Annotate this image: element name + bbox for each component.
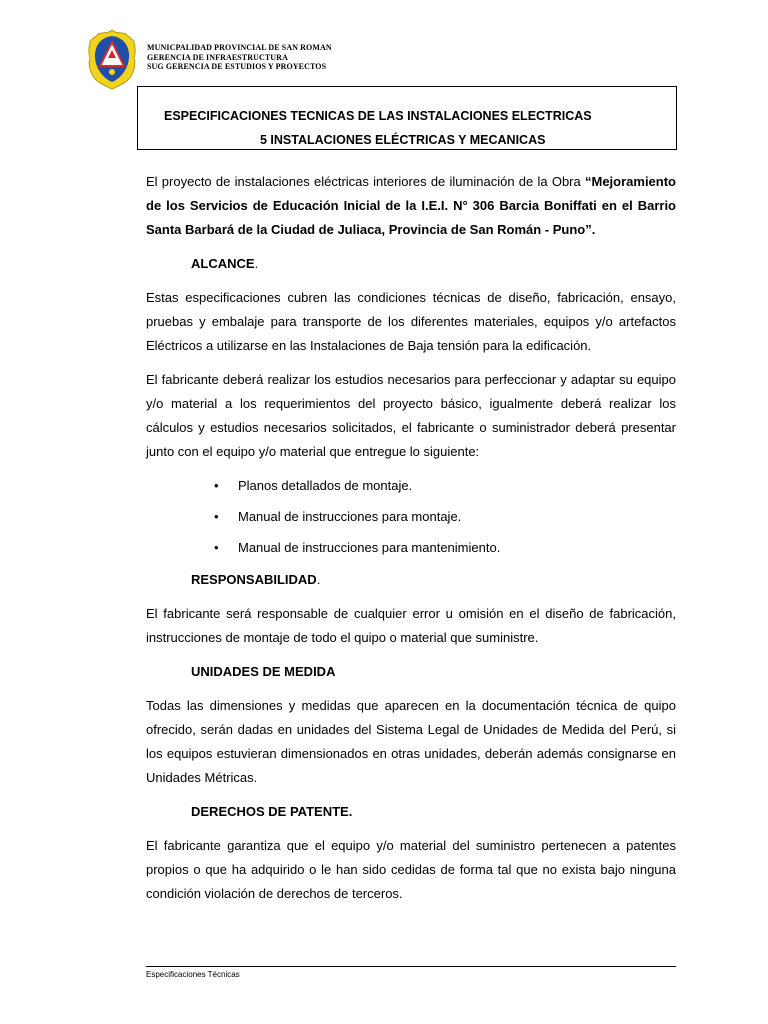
municipality-seal-logo <box>86 28 138 90</box>
patente-paragraph: El fabricante garantiza que el equipo y/o material del suministro pertenecen a patentes propios o que ha adquirido o le han sido cedidas de forma tal que no exista bajo ninguna condición violación de derechos de terceros. <box>146 838 676 901</box>
heading-responsabilidad-text: RESPONSABILIDAD <box>191 572 317 587</box>
alcance-paragraph-2: El fabricante deberá realizar los estudios necesarios para perfeccionar y adaptar su equipo y/o material a los requerimientos del proyecto básico, igualmente deberá realizar los cálculos y estudios necesarios solicitados, el fabricante o suministrador deberá presentar junto con el equipo y/o material que entregue lo siguiente: <box>146 372 676 459</box>
header-line-3: SUG GERENCIA DE ESTUDIOS Y PROYECTOS <box>147 62 327 71</box>
section-title: 5 INSTALACIONES ELÉCTRICAS Y MECANICAS <box>260 133 546 147</box>
heading-patente: DERECHOS DE PATENTE. <box>191 804 353 819</box>
header-line-1: MUNICPALIDAD PROVINCIAL DE SAN ROMAN <box>147 43 332 52</box>
list-item: • Planos detallados de montaje. <box>214 474 676 498</box>
list-item: • Manual de instrucciones para mantenimiento. <box>214 536 676 560</box>
responsabilidad-paragraph: El fabricante será responsable de cualquier error u omisión en el diseño de fabricación, instrucciones de montaje de todo el quipo o material que suministre. <box>146 606 676 645</box>
header-line-2: GERENCIA DE INFRAESTRUCTURA <box>147 52 288 62</box>
deliverables-list <box>146 474 676 560</box>
document-title: ESPECIFICACIONES TECNICAS DE LAS INSTALACIONES ELECTRICAS <box>164 109 592 123</box>
intro-lead: El proyecto de instalaciones eléctricas interiores de iluminación de la Obra <box>146 174 585 189</box>
footer-text: Especificaciones Técnicas <box>146 970 240 979</box>
unidades-paragraph: Todas las dimensiones y medidas que aparecen en la documentación técnica de quipo ofrecido, serán dadas en unidades del Sistema Legal de Unidades de Medida del Perú, si los equipos estuvieran dimensionados en otras unidades, deberán además consignarse en Unidades Métricas. <box>146 698 676 785</box>
intro-paragraph <box>146 170 676 242</box>
document-body <box>146 170 676 916</box>
list-item: • Manual de instrucciones para montaje. <box>214 505 676 529</box>
alcance-paragraph-1: Estas especificaciones cubren las condiciones técnicas de diseño, fabricación, ensayo, pruebas y embalaje para transporte de los diferentes materiales, equipos y/o artefactos Eléctricos a utilizarse en las Instalaciones de Baja tensión para la edificación. <box>146 290 676 353</box>
title-box <box>137 86 677 150</box>
heading-unidades: UNIDADES DE MEDIDA <box>191 664 336 679</box>
heading-alcance-text: ALCANCE <box>191 256 255 271</box>
project-name: “Mejoramiento de los Servicios de Educación Inicial de la I.E.I. N° 306 Barcia Boniffati en el Barrio Santa Barbará de la Ciudad de Juliaca, Provincia de San Román - Puno”. <box>146 174 676 237</box>
municipality-header <box>147 43 332 72</box>
heading-responsabilidad: RESPONSABILIDAD. <box>191 572 321 587</box>
heading-alcance: ALCANCE. <box>191 256 259 271</box>
footer-rule <box>146 966 676 967</box>
